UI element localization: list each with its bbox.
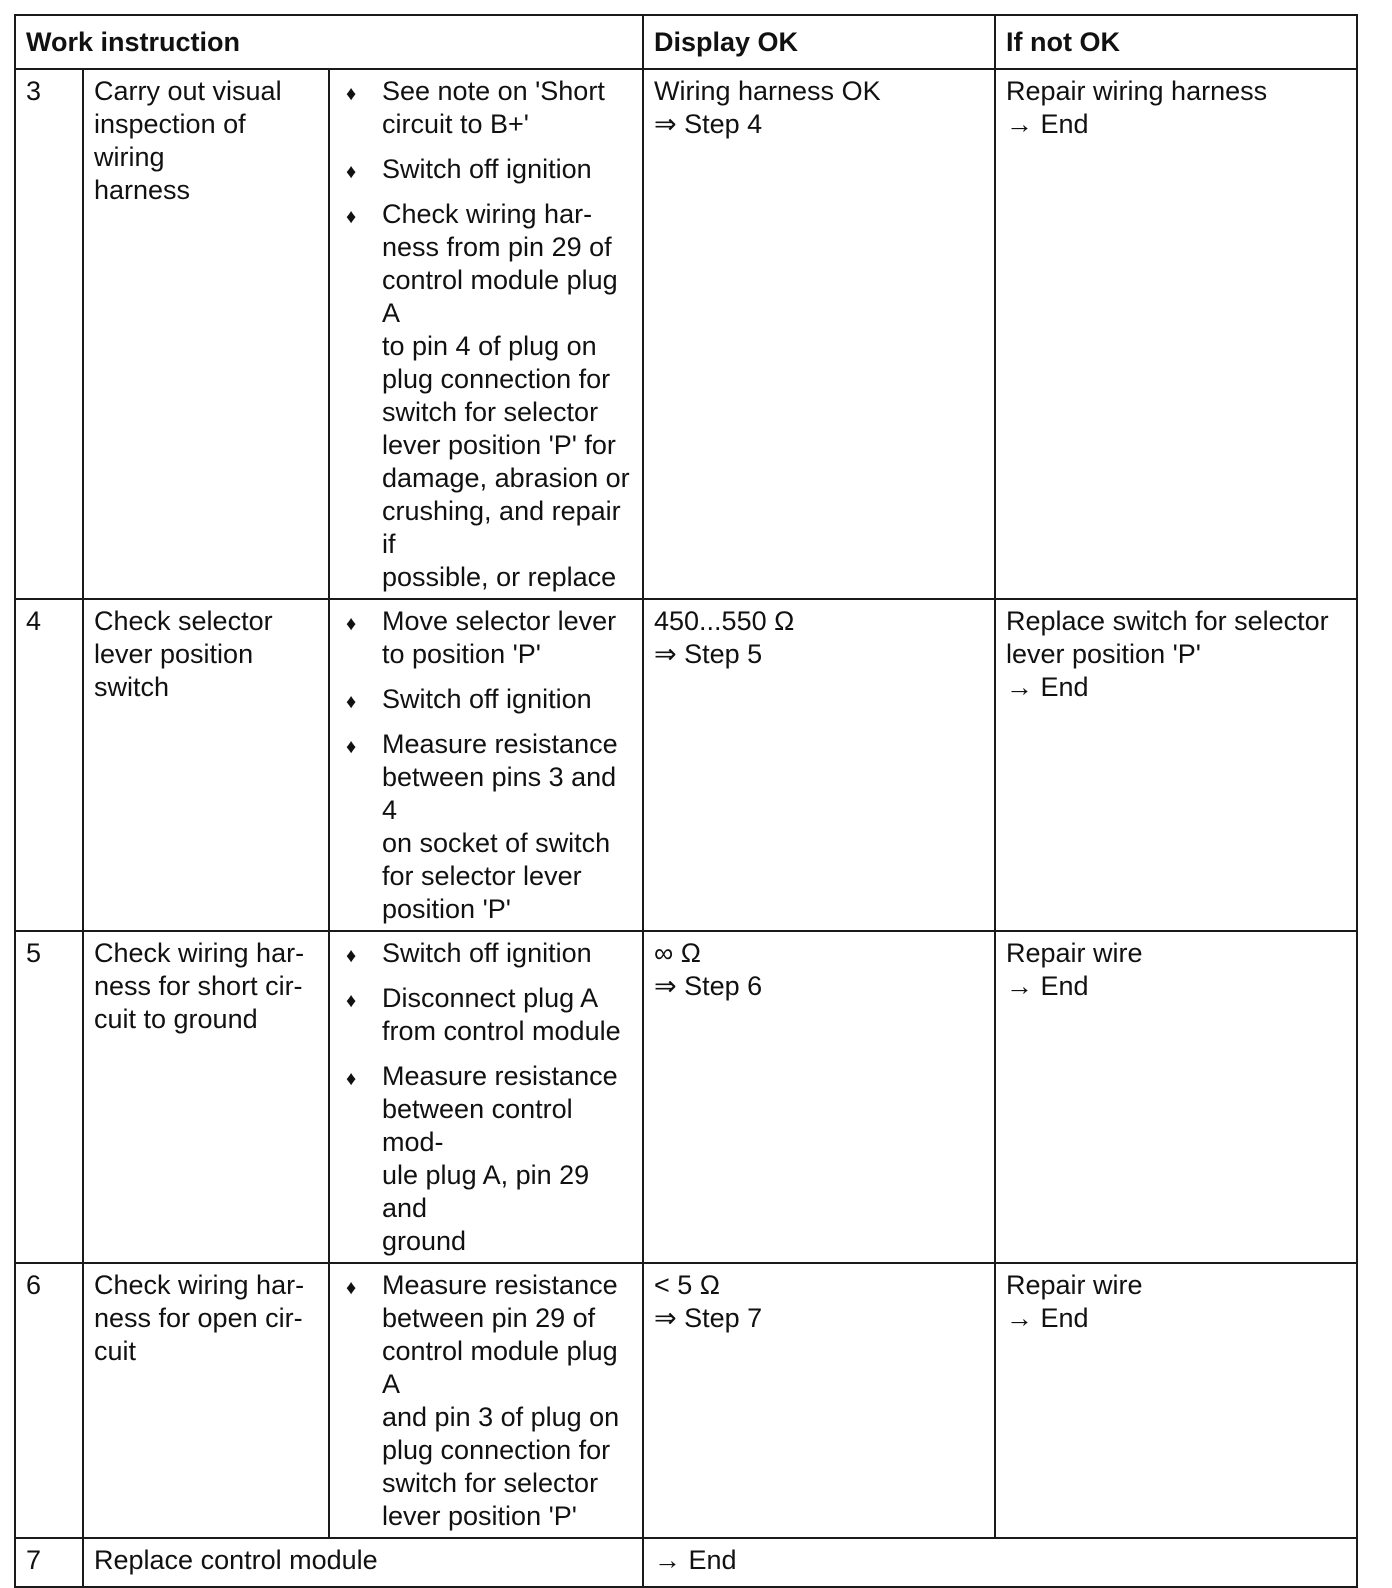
action-line: ness from pin 29 of	[382, 232, 612, 262]
if-not-ok-line: → End	[1006, 672, 1089, 702]
instruction-line: cuit to ground	[94, 1004, 258, 1034]
action-line: to position 'P'	[382, 639, 541, 669]
if-not-ok-cell	[995, 599, 1357, 931]
action-line: Measure resistance	[382, 729, 618, 759]
action-line: on socket of switch	[382, 828, 611, 858]
action-line: to pin 4 of plug on	[382, 331, 597, 361]
diamond-bullet-icon: ♦	[346, 83, 357, 105]
step-instruction	[83, 69, 329, 599]
display-ok-line: < 5 Ω	[654, 1270, 720, 1300]
if-not-ok-line: lever position 'P'	[1006, 639, 1201, 669]
instruction-line: harness	[94, 175, 191, 205]
action-item	[340, 198, 632, 594]
action-line: control module plug A	[382, 1336, 618, 1399]
action-line: lever position 'P'	[382, 1501, 577, 1531]
action-item	[340, 153, 632, 186]
action-list	[340, 1269, 632, 1533]
step-instruction	[83, 1263, 329, 1538]
if-not-ok-cell	[995, 1263, 1357, 1538]
action-line: between control mod-	[382, 1094, 573, 1157]
action-line: Switch off ignition	[382, 938, 592, 968]
diamond-bullet-icon: ♦	[346, 1068, 357, 1090]
action-list	[340, 937, 632, 1258]
display-ok-cell	[643, 69, 995, 599]
diamond-bullet-icon: ♦	[346, 1277, 357, 1299]
step-number: 7	[15, 1538, 83, 1587]
action-line: ground	[382, 1226, 467, 1256]
step-number: 5	[15, 931, 83, 1263]
action-line: possible, or replace	[382, 562, 617, 592]
instruction-line: switch	[94, 672, 170, 702]
if-not-ok-cell	[995, 931, 1357, 1263]
action-line: between pins 3 and 4	[382, 762, 617, 825]
display-ok-line: ⇒ Step 7	[654, 1303, 763, 1333]
action-line: control module plug A	[382, 265, 618, 328]
instruction-line: cuit	[94, 1336, 137, 1366]
display-ok-line: ⇒ Step 5	[654, 639, 763, 669]
action-list	[340, 605, 632, 926]
action-line: Switch off ignition	[382, 154, 592, 184]
display-ok-line: 450...550 Ω	[654, 606, 795, 636]
if-not-ok-line: Repair wire	[1006, 1270, 1143, 1300]
instruction-line: Carry out visual	[94, 76, 282, 106]
action-line: between pin 29 of	[382, 1303, 596, 1333]
table-row	[15, 1263, 1357, 1538]
action-line: Measure resistance	[382, 1270, 618, 1300]
diamond-bullet-icon: ♦	[346, 990, 357, 1012]
display-ok-cell	[643, 1263, 995, 1538]
action-line: plug connection for	[382, 1435, 611, 1465]
table-header-row	[15, 15, 1357, 69]
if-not-ok-line: Repair wiring harness	[1006, 76, 1268, 106]
display-ok-line: ⇒ Step 6	[654, 971, 763, 1001]
action-line: damage, abrasion or	[382, 463, 630, 493]
action-item	[340, 605, 632, 671]
instruction-line: inspection of wiring	[94, 109, 246, 172]
table-row-final	[15, 1538, 1357, 1587]
instruction-line: Check wiring har-	[94, 938, 305, 968]
action-line: See note on 'Short	[382, 76, 605, 106]
action-line: position 'P'	[382, 894, 511, 924]
instruction-line: ness for open cir-	[94, 1303, 303, 1333]
header-display-ok: Display OK	[643, 15, 995, 69]
instruction-line: Check wiring har-	[94, 1270, 305, 1300]
action-line: Disconnect plug A	[382, 983, 599, 1013]
action-line: from control module	[382, 1016, 621, 1046]
display-ok-cell	[643, 599, 995, 931]
display-ok-line: ∞ Ω	[654, 938, 701, 968]
action-list	[340, 75, 632, 594]
action-line: Measure resistance	[382, 1061, 618, 1091]
if-not-ok-cell	[995, 69, 1357, 599]
diamond-bullet-icon: ♦	[346, 945, 357, 967]
action-line: crushing, and repair if	[382, 496, 621, 559]
instruction-line: ness for short cir-	[94, 971, 303, 1001]
step-number: 4	[15, 599, 83, 931]
step-actions	[329, 69, 643, 599]
action-item	[340, 1060, 632, 1258]
table-row	[15, 69, 1357, 599]
header-work-instruction: Work instruction	[15, 15, 643, 69]
if-not-ok-line: → End	[1006, 1303, 1089, 1333]
action-line: plug connection for	[382, 364, 611, 394]
action-line: switch for selector	[382, 397, 599, 427]
if-not-ok-line: → End	[1006, 109, 1089, 139]
diamond-bullet-icon: ♦	[346, 613, 357, 635]
action-line: lever position 'P' for	[382, 430, 616, 460]
diamond-bullet-icon: ♦	[346, 161, 357, 183]
step-instruction: Replace control module	[83, 1538, 643, 1587]
if-not-ok-line: Replace switch for selector	[1006, 606, 1329, 636]
action-line: and pin 3 of plug on	[382, 1402, 620, 1432]
display-ok-line: Wiring harness OK	[654, 76, 881, 106]
instruction-line: lever position	[94, 639, 254, 669]
step-instruction	[83, 599, 329, 931]
diamond-bullet-icon: ♦	[346, 691, 357, 713]
action-line: for selector lever	[382, 861, 582, 891]
action-line: ule plug A, pin 29 and	[382, 1160, 590, 1223]
header-if-not-ok: If not OK	[995, 15, 1357, 69]
instruction-line: Check selector	[94, 606, 273, 636]
table-row	[15, 599, 1357, 931]
step-instruction	[83, 931, 329, 1263]
display-ok-cell	[643, 931, 995, 1263]
action-line: Switch off ignition	[382, 684, 592, 714]
step-number: 6	[15, 1263, 83, 1538]
steps-body	[15, 69, 1357, 1587]
action-item	[340, 683, 632, 716]
action-line: circuit to B+'	[382, 109, 529, 139]
step-actions	[329, 599, 643, 931]
display-ok-line: ⇒ Step 4	[654, 109, 763, 139]
step-result: → End	[643, 1538, 1357, 1587]
if-not-ok-line: → End	[1006, 971, 1089, 1001]
action-line: switch for selector	[382, 1468, 599, 1498]
if-not-ok-line: Repair wire	[1006, 938, 1143, 968]
step-number: 3	[15, 69, 83, 599]
diamond-bullet-icon: ♦	[346, 736, 357, 758]
action-line: Move selector lever	[382, 606, 617, 636]
diamond-bullet-icon: ♦	[346, 206, 357, 228]
action-item	[340, 75, 632, 141]
action-item	[340, 937, 632, 970]
work-instruction-table	[14, 14, 1358, 1588]
action-item	[340, 1269, 632, 1533]
step-actions	[329, 1263, 643, 1538]
step-actions	[329, 931, 643, 1263]
action-item	[340, 982, 632, 1048]
action-line: Check wiring har-	[382, 199, 593, 229]
action-item	[340, 728, 632, 926]
table-row	[15, 931, 1357, 1263]
